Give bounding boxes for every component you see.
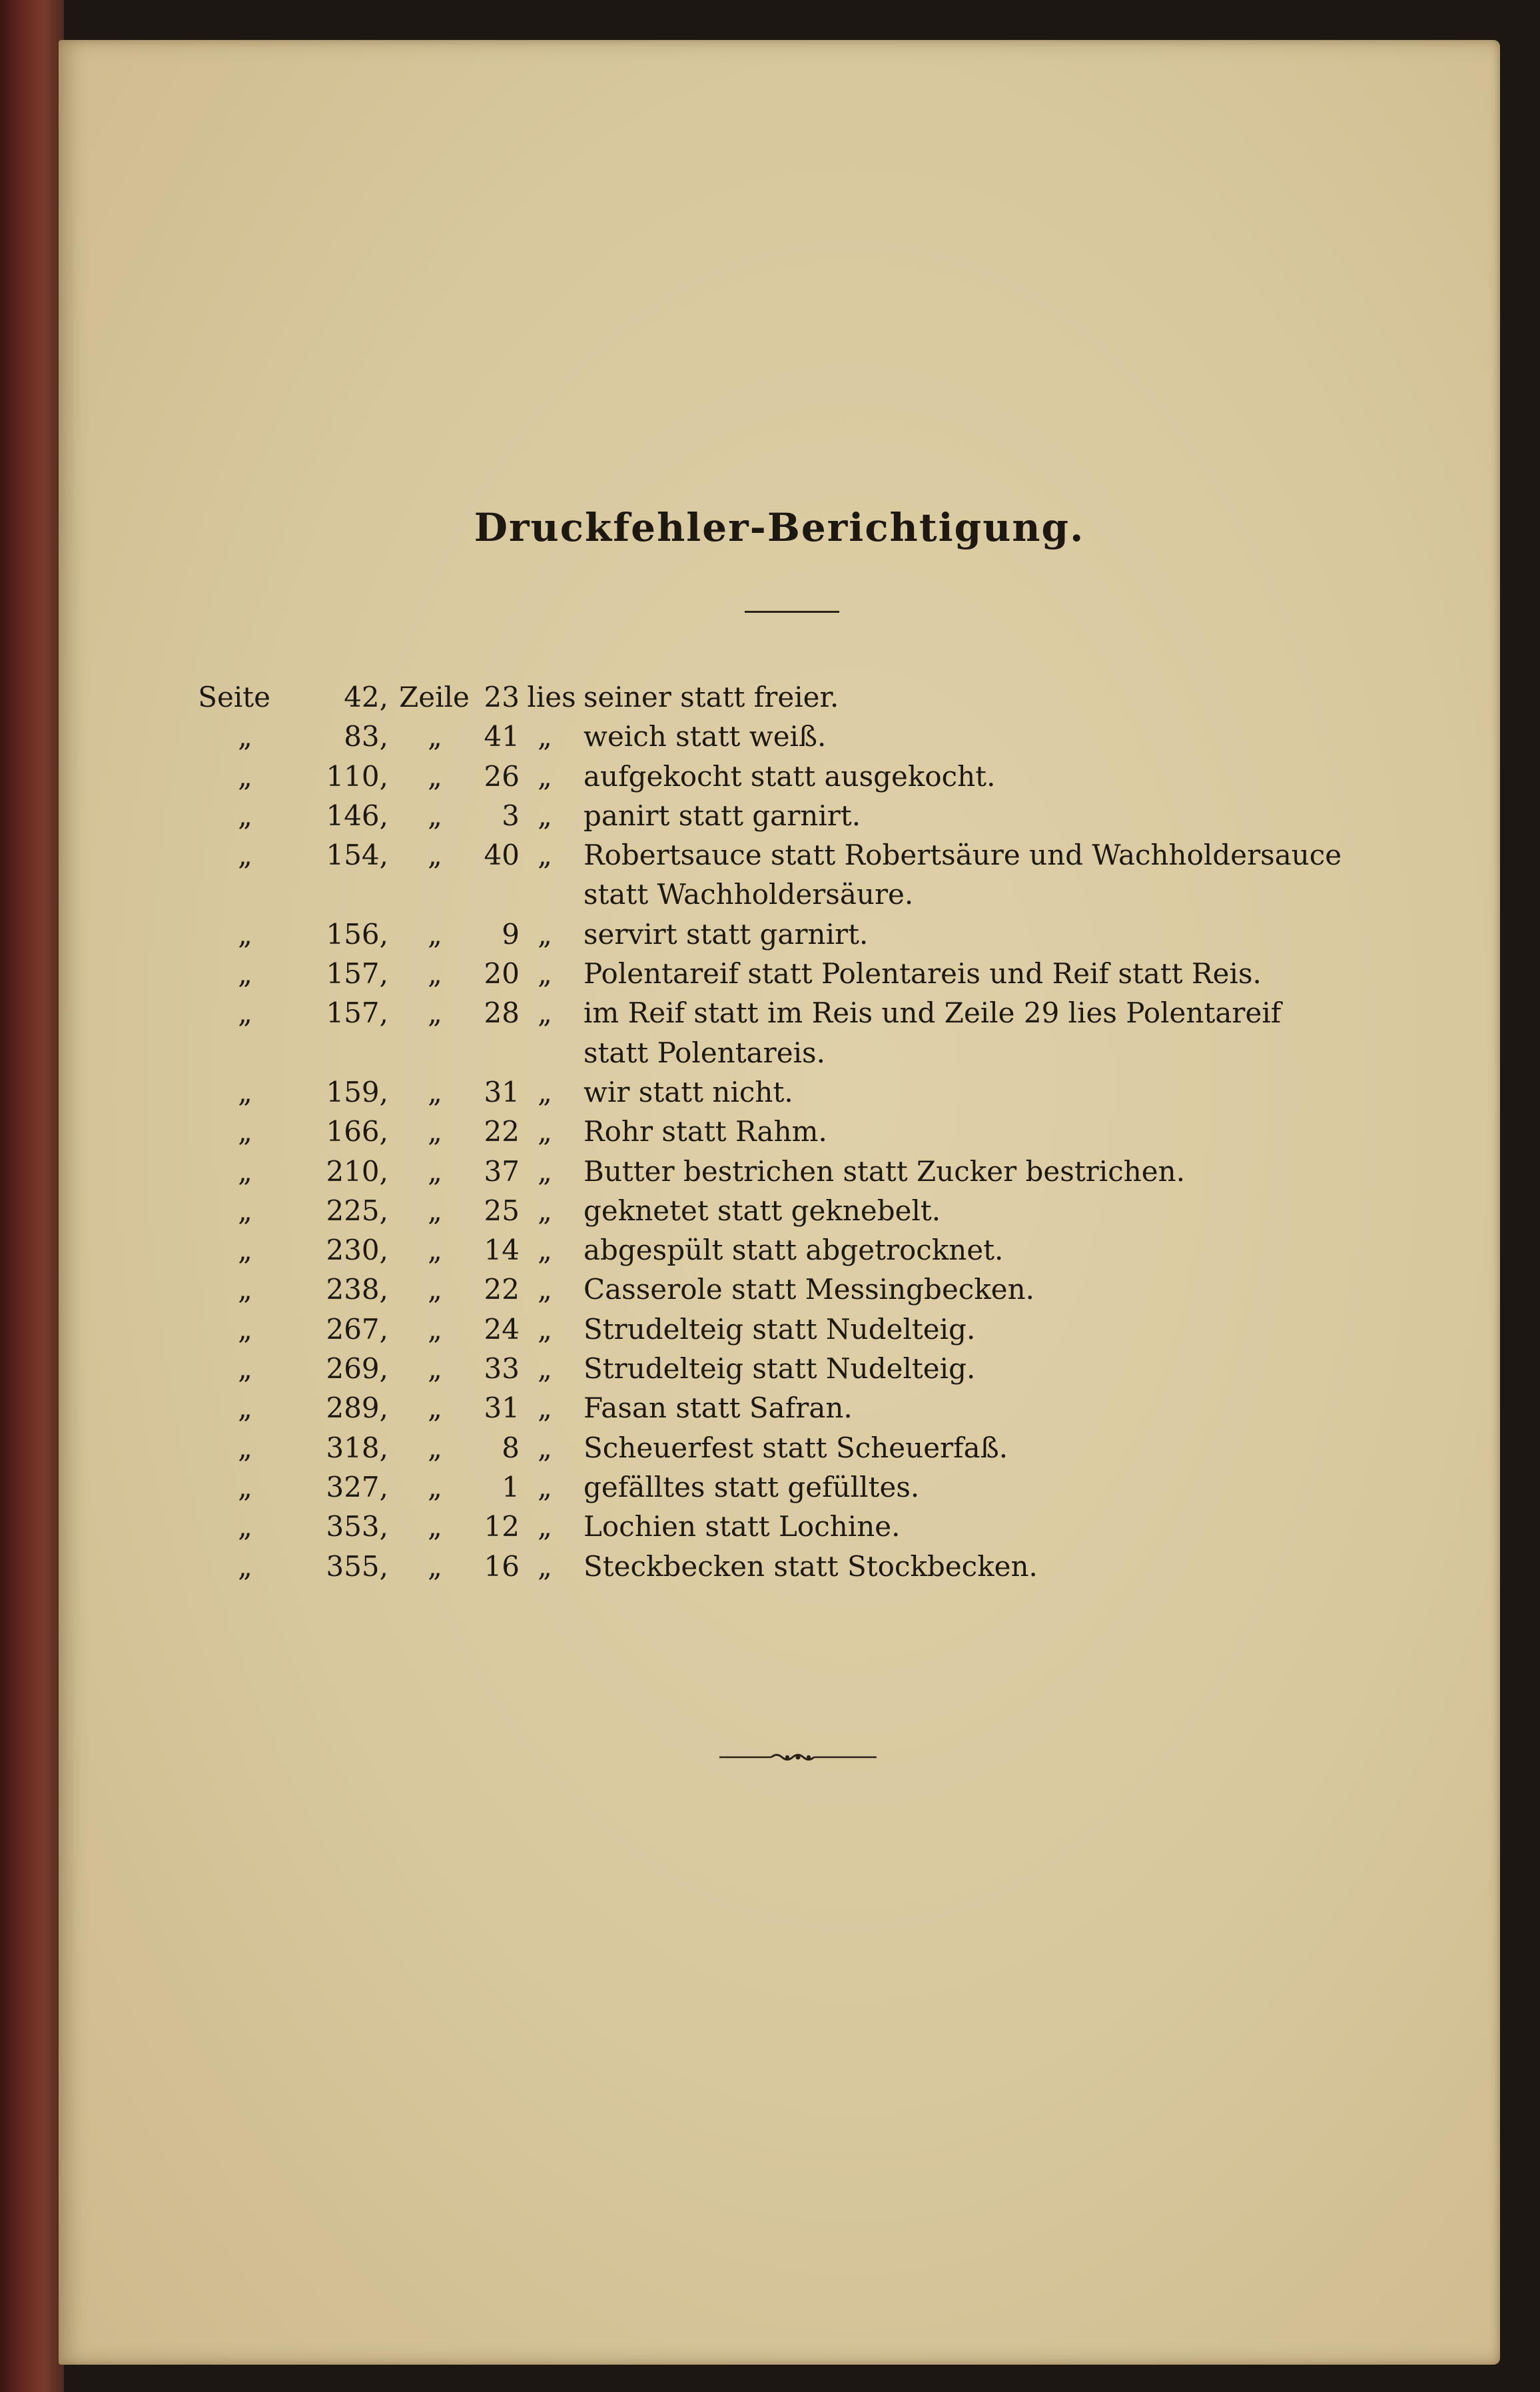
correction-text: wir statt nicht. xyxy=(583,1075,793,1108)
book-page xyxy=(59,40,1500,2365)
correction-text: Robertsauce statt Robertsäure und Wachholdersauce xyxy=(583,839,1342,872)
errata-row xyxy=(59,839,1500,878)
page-number: 42, xyxy=(344,681,388,713)
seite-label: „ xyxy=(238,997,252,1030)
line-number: 23 xyxy=(484,681,520,713)
correction-text: Lochien statt Lochine. xyxy=(583,1510,901,1543)
correction-text: Casserole statt Messingbecken. xyxy=(583,1273,1035,1306)
errata-row xyxy=(59,1352,1500,1392)
line-number: 16 xyxy=(484,1549,520,1583)
lies-label: „ xyxy=(538,997,552,1030)
page-number: 210, xyxy=(326,1154,388,1188)
errata-row xyxy=(59,997,1500,1036)
errata-row xyxy=(59,918,1500,957)
correction-text: Steckbecken statt Stockbecken. xyxy=(583,1549,1038,1583)
seite-label: „ xyxy=(238,1510,252,1543)
seite-label: „ xyxy=(238,917,252,951)
title-rule xyxy=(745,611,839,613)
correction-text: abgespült statt abgetrocknet. xyxy=(583,1234,1004,1267)
zeile-label: Zeile xyxy=(399,681,470,713)
errata-row xyxy=(59,878,1500,917)
zeile-label: „ xyxy=(428,1154,442,1188)
errata-row xyxy=(59,957,1500,997)
correction-text: Scheuerfest statt Scheuerfaß. xyxy=(583,1431,1008,1464)
page-number: 159, xyxy=(326,1075,388,1108)
page-number: 225, xyxy=(326,1194,388,1227)
correction-text: weich statt weiß. xyxy=(583,720,827,753)
seite-label: „ xyxy=(238,1470,252,1503)
end-ornament xyxy=(718,1751,878,1764)
seite-label: „ xyxy=(238,1549,252,1583)
zeile-label: „ xyxy=(428,917,442,951)
zeile-label: „ xyxy=(428,1194,442,1227)
page-number: 327, xyxy=(326,1470,388,1503)
zeile-label: „ xyxy=(428,1431,442,1464)
page-number: 156, xyxy=(326,917,388,951)
lies-label: „ xyxy=(538,1273,552,1306)
page-number: 269, xyxy=(326,1352,388,1386)
page-number: 355, xyxy=(326,1549,388,1583)
line-number: 31 xyxy=(484,1392,520,1425)
correction-text: panirt statt garnirt. xyxy=(583,799,861,832)
errata-row xyxy=(59,1076,1500,1115)
line-number: 28 xyxy=(484,997,520,1030)
correction-text: Polentareif statt Polentareis und Reif statt Reis. xyxy=(583,957,1262,991)
lies-label: „ xyxy=(538,1510,552,1543)
seite-label: „ xyxy=(238,1273,252,1306)
seite-label: Seite xyxy=(198,681,270,713)
lies-label: „ xyxy=(538,917,552,951)
lies-label: „ xyxy=(538,1352,552,1386)
seite-label: „ xyxy=(238,1352,252,1386)
errata-row xyxy=(59,1471,1500,1510)
seite-label: „ xyxy=(238,1194,252,1227)
lies-label: „ xyxy=(538,1154,552,1188)
page-number: 110, xyxy=(326,759,388,793)
page-number: 238, xyxy=(326,1273,388,1306)
correction-text: seiner statt freier. xyxy=(583,681,839,713)
correction-text: Strudelteig statt Nudelteig. xyxy=(583,1352,976,1386)
correction-text: im Reif statt im Reis und Zeile 29 lies Polentareif xyxy=(583,997,1282,1030)
lies-label: „ xyxy=(538,957,552,991)
zeile-label: „ xyxy=(428,1075,442,1108)
page-number: 157, xyxy=(326,957,388,991)
errata-row xyxy=(59,1155,1500,1194)
correction-text: Rohr statt Rahm. xyxy=(583,1115,827,1148)
book-spine xyxy=(0,0,64,2392)
zeile-label: „ xyxy=(428,1352,442,1386)
correction-text: statt Wachholdersäure. xyxy=(583,878,914,911)
page-number: 146, xyxy=(326,799,388,832)
lies-label: „ xyxy=(538,1549,552,1583)
correction-text: geknetet statt geknebelt. xyxy=(583,1194,941,1227)
errata-row xyxy=(59,1273,1500,1312)
line-number: 26 xyxy=(484,759,520,793)
seite-label: „ xyxy=(238,759,252,793)
page-number: 154, xyxy=(326,839,388,872)
correction-text: Strudelteig statt Nudelteig. xyxy=(583,1312,976,1346)
lies-label: „ xyxy=(538,1431,552,1464)
line-number: 22 xyxy=(484,1273,520,1306)
line-number: 37 xyxy=(484,1154,520,1188)
correction-text: gefälltes statt gefülltes. xyxy=(583,1470,920,1503)
page-number: 353, xyxy=(326,1510,388,1543)
lies-label: „ xyxy=(538,839,552,872)
line-number: 8 xyxy=(502,1431,520,1464)
zeile-label: „ xyxy=(428,957,442,991)
seite-label: „ xyxy=(238,1431,252,1464)
lies-label: „ xyxy=(538,1312,552,1346)
page-number: 166, xyxy=(326,1115,388,1148)
page-number: 267, xyxy=(326,1312,388,1346)
zeile-label: „ xyxy=(428,1510,442,1543)
errata-row xyxy=(59,1115,1500,1154)
zeile-label: „ xyxy=(428,997,442,1030)
lies-label: „ xyxy=(538,1075,552,1108)
seite-label: „ xyxy=(238,1154,252,1188)
lies-label: „ xyxy=(538,1115,552,1148)
errata-row xyxy=(59,681,1500,720)
seite-label: „ xyxy=(238,1234,252,1267)
zeile-label: „ xyxy=(428,799,442,832)
seite-label: „ xyxy=(238,720,252,753)
correction-text: aufgekocht statt ausgekocht. xyxy=(583,759,996,793)
zeile-label: „ xyxy=(428,1312,442,1346)
lies-label: „ xyxy=(538,1470,552,1503)
page-number: 289, xyxy=(326,1392,388,1425)
seite-label: „ xyxy=(238,1075,252,1108)
line-number: 31 xyxy=(484,1075,520,1108)
line-number: 33 xyxy=(484,1352,520,1386)
seite-label: „ xyxy=(238,1115,252,1148)
page-number: 83, xyxy=(344,720,388,753)
seite-label: „ xyxy=(238,839,252,872)
seite-label: „ xyxy=(238,957,252,991)
line-number: 3 xyxy=(502,799,520,832)
line-number: 25 xyxy=(484,1194,520,1227)
errata-row xyxy=(59,1036,1500,1076)
errata-row xyxy=(59,1510,1500,1549)
page-number: 318, xyxy=(326,1431,388,1464)
zeile-label: „ xyxy=(428,1549,442,1583)
errata-row xyxy=(59,1550,1500,1589)
lies-label: „ xyxy=(538,1194,552,1227)
errata-list xyxy=(59,681,1500,1589)
line-number: 1 xyxy=(502,1470,520,1503)
zeile-label: „ xyxy=(428,1273,442,1306)
errata-row xyxy=(59,1234,1500,1273)
line-number: 41 xyxy=(484,720,520,753)
line-number: 20 xyxy=(484,957,520,991)
errata-row xyxy=(59,720,1500,759)
zeile-label: „ xyxy=(428,839,442,872)
line-number: 24 xyxy=(484,1312,520,1346)
line-number: 40 xyxy=(484,839,520,872)
zeile-label: „ xyxy=(428,720,442,753)
seite-label: „ xyxy=(238,1312,252,1346)
errata-row xyxy=(59,1313,1500,1352)
errata-row xyxy=(59,799,1500,839)
line-number: 14 xyxy=(484,1234,520,1267)
correction-text: Fasan statt Safran. xyxy=(583,1392,853,1425)
correction-text: servirt statt garnirt. xyxy=(583,917,869,951)
lies-label: „ xyxy=(538,1392,552,1425)
line-number: 9 xyxy=(502,917,520,951)
correction-text: Butter bestrichen statt Zucker bestrichen. xyxy=(583,1154,1186,1188)
zeile-label: „ xyxy=(428,1470,442,1503)
seite-label: „ xyxy=(238,1392,252,1425)
lies-label: „ xyxy=(538,720,552,753)
zeile-label: „ xyxy=(428,1115,442,1148)
lies-label: „ xyxy=(538,799,552,832)
page-title: Druckfehler-Berichtigung. xyxy=(474,505,1085,550)
errata-row xyxy=(59,760,1500,799)
page-number: 230, xyxy=(326,1234,388,1267)
errata-row xyxy=(59,1194,1500,1234)
errata-row xyxy=(59,1431,1500,1471)
zeile-label: „ xyxy=(428,1234,442,1267)
zeile-label: „ xyxy=(428,759,442,793)
seite-label: „ xyxy=(238,799,252,832)
errata-row xyxy=(59,1392,1500,1431)
lies-label: „ xyxy=(538,1234,552,1267)
line-number: 12 xyxy=(484,1510,520,1543)
lies-label: „ xyxy=(538,759,552,793)
correction-text: statt Polentareis. xyxy=(583,1036,825,1069)
line-number: 22 xyxy=(484,1115,520,1148)
zeile-label: „ xyxy=(428,1392,442,1425)
page-number: 157, xyxy=(326,997,388,1030)
lies-label: lies xyxy=(527,681,576,713)
